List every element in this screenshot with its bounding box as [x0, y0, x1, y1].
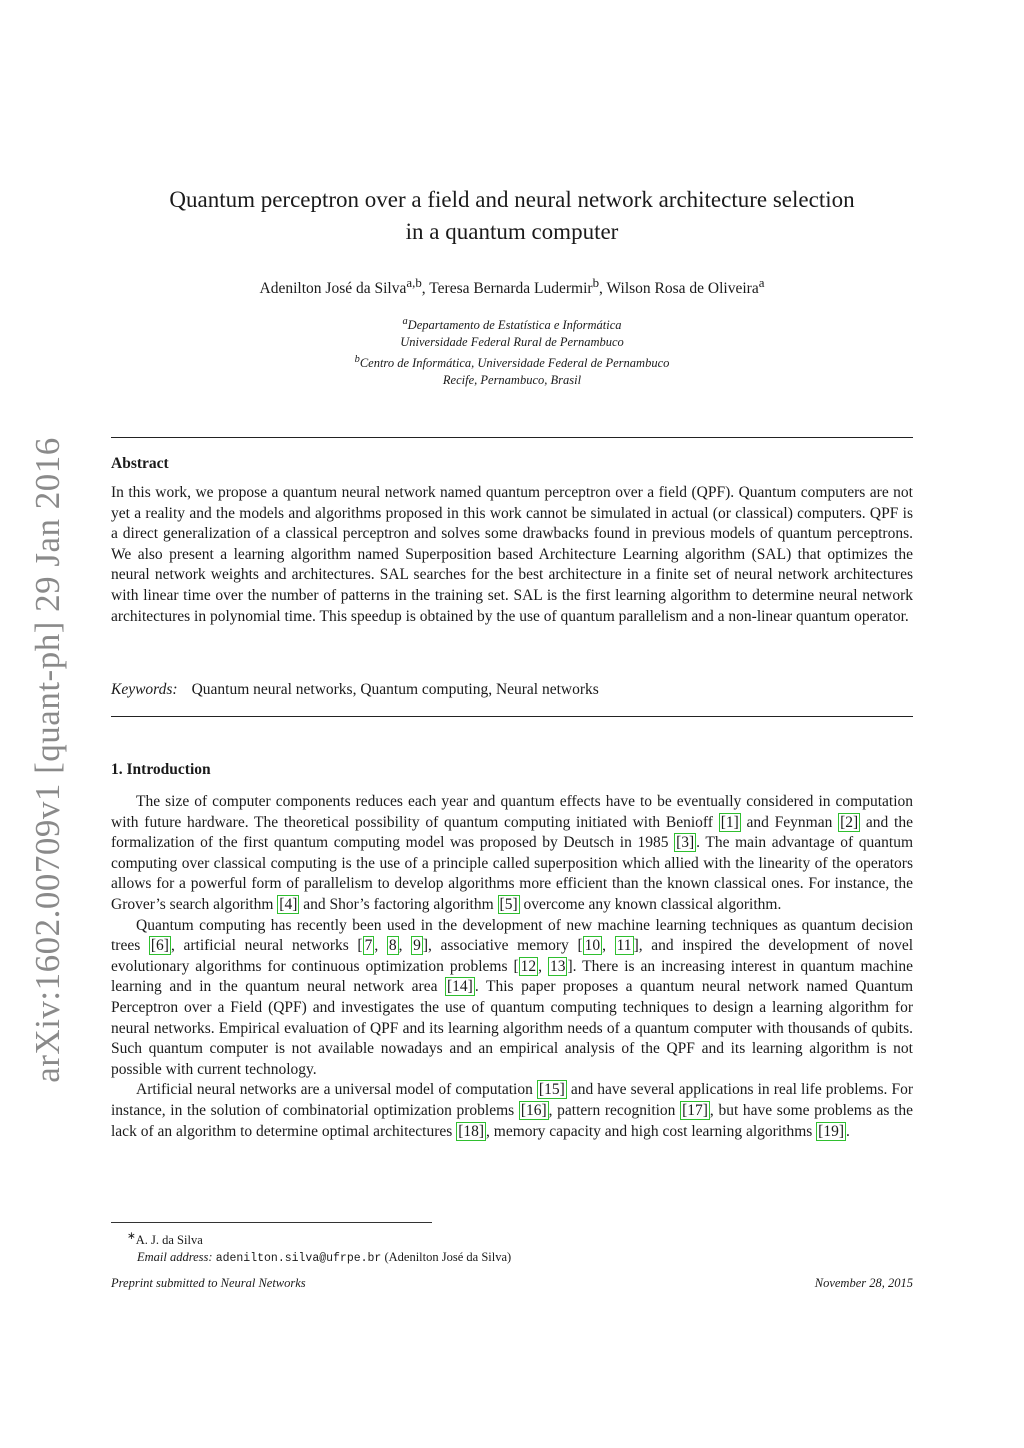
footnote-rule: [111, 1222, 432, 1223]
section-heading: 1. Introduction: [111, 761, 211, 778]
email-label: Email address:: [137, 1250, 213, 1265]
citation-link[interactable]: [16]: [520, 1101, 547, 1119]
citation-link[interactable]: 8: [388, 937, 397, 955]
footer-date: November 28, 2015: [814, 1276, 913, 1290]
paragraph: Artificial neural networks are a universal model of computation [15] and have several applications in real life problems. For instance, in the solution of combinatorial optimization problems [16] , pattern recognition [17] , but have some problems as the lack of an algorithm to determine optimal architectures [18] , memory capacity and high cost learning algorithms [19] .: [111, 1081, 913, 1140]
affiliations: [111, 313, 913, 389]
citation-link[interactable]: 13: [549, 957, 566, 975]
citation-link[interactable]: [5]: [499, 895, 518, 913]
arxiv-sidebar: [28, 437, 68, 1083]
paper-title: [111, 184, 913, 248]
citation-link[interactable]: [4]: [279, 895, 298, 913]
author-affil-sup: a: [758, 275, 765, 290]
citation-link[interactable]: [15]: [538, 1081, 565, 1099]
citation-link[interactable]: [6]: [150, 937, 169, 955]
title-line-2: in a quantum computer: [405, 219, 619, 244]
affil-line: Universidade Federal Rural de Pernambuco: [400, 335, 624, 350]
citation-link[interactable]: 12: [520, 957, 537, 975]
paragraph: The size of computer components reduces each year and quantum effects have to be eventually considered in computation with future hardware. The theoretical possibility of quantum computing initiated with Benioff [1] and Feynman [2] and the formalization of the first quantum computing model was proposed by Deutsch in 1985 [3] . The main advantage of quantum computing over classical computing is the use of a principle called superposition which allied with the linearity of the operators allows for a powerful form of parallelism to develop algorithms more efficient than the known classical ones. For instance, the Grover’s search algorithm [4] and Shor’s factoring algorithm [5] overcome any known classical algorithm.: [111, 793, 913, 913]
footer-preprint-note: Preprint submitted to Neural Networks: [111, 1276, 306, 1290]
keywords-line: [111, 681, 913, 699]
citation-link[interactable]: [3]: [676, 834, 695, 852]
title-line-1: Quantum perceptron over a field and neural network architecture selection: [169, 187, 855, 212]
citation-link[interactable]: [17]: [682, 1101, 708, 1119]
keywords-label: Keywords:: [111, 681, 178, 698]
affil-sup: b: [354, 354, 360, 366]
citation-link[interactable]: [1]: [720, 813, 739, 831]
citation-link[interactable]: [2]: [840, 813, 859, 831]
author-name: Adenilton José da Silva: [259, 280, 407, 298]
author-affil-sup: b: [592, 275, 600, 290]
introduction-body: [111, 792, 913, 1142]
citation-link[interactable]: 7: [364, 937, 373, 955]
affil-line: Departamento de Estatística e Informática: [407, 318, 622, 333]
arxiv-identifier: arXiv:1602.00709v1 [quant-ph] 29 Jan 2016: [28, 437, 67, 1083]
author-name: Teresa Bernarda Ludermir: [429, 280, 593, 298]
citation-link[interactable]: [18]: [458, 1122, 485, 1140]
email-owner: (Adenilton José da Silva): [384, 1250, 512, 1265]
citation-link[interactable]: [19]: [818, 1122, 844, 1140]
abstract-text: In this work, we propose a quantum neural network named quantum perceptron over a field (QPF). Quantum computers are not yet a reality and the models and algorithms proposed in this work cannot be simulated in actual (or classical) computers. QPF is a direct generalization of a classical perceptron and solves some drawbacks found in previous models of quantum perceptrons. We also present a learning algorithm named Superposition based Architecture Learning algorithm (SAL) that optimizes the neural network weights and architectures. SAL searches for the best architecture in a finite set of neural network architectures with linear time over the number of patterns in the training set. SAL is the first learning algorithm to determine neural network architectures in polynomial time. This speedup is obtained by the use of quantum parallelism and a non-linear quantum operator.: [111, 484, 913, 625]
citation-link[interactable]: 11: [616, 937, 632, 955]
footnote-name: A. J. da Silva: [135, 1233, 203, 1248]
abstract-bottom-rule: [111, 716, 913, 717]
keywords-value: Quantum neural networks, Quantum computing, Neural networks: [191, 681, 599, 698]
abstract-heading: Abstract: [111, 455, 169, 472]
email-link[interactable]: adenilton.silva@ufrpe.br: [215, 1252, 382, 1266]
citation-link[interactable]: [14]: [447, 978, 473, 996]
footnote-marker: ∗: [127, 1231, 136, 1242]
author-affil-sup: a,b: [406, 275, 422, 290]
citation-link[interactable]: 10: [584, 937, 601, 955]
abstract-top-rule: [111, 437, 913, 438]
author-list: Adenilton José da Silva$^{a,b}$, Teresa Bernarda Ludermir$^b$, Wilson Rosa de Oliveira$^a$: [259, 275, 765, 298]
paragraph: Quantum computing has recently been used in the development of new machine learning techniques as quantum decision trees [6] , artificial neural networks [ 7 , 8 , 9 ], associative memory [ 10 , 11 ], and inspired the development of novel evolutionary algorithms for continuous optimization problems [ 12 , 13 ]. There is an increasing interest in quantum machine learning and in the quantum neural network area [14] . This paper proposes a quantum neural network named Quantum Perceptron over a Field (QPF) and investigates the use of quantum computing techniques to design a learning algorithm for neural networks. Empirical evaluation of QPF and its learning algorithm needs of a quantum computer with thousands of qubits. Such quantum computer is not available nowadays and an empirical analysis of the QPF and its learning algorithm is not possible with current technology.: [111, 916, 914, 1078]
citation-link[interactable]: 9: [413, 937, 421, 955]
affil-line: Recife, Pernambuco, Brasil: [442, 373, 582, 388]
affil-line: Centro de Informática, Universidade Federal de Pernambuco: [359, 356, 670, 371]
author-name: Wilson Rosa de Oliveira: [606, 280, 759, 298]
footnote: [127, 1228, 907, 1267]
affil-sup: a: [402, 316, 408, 327]
